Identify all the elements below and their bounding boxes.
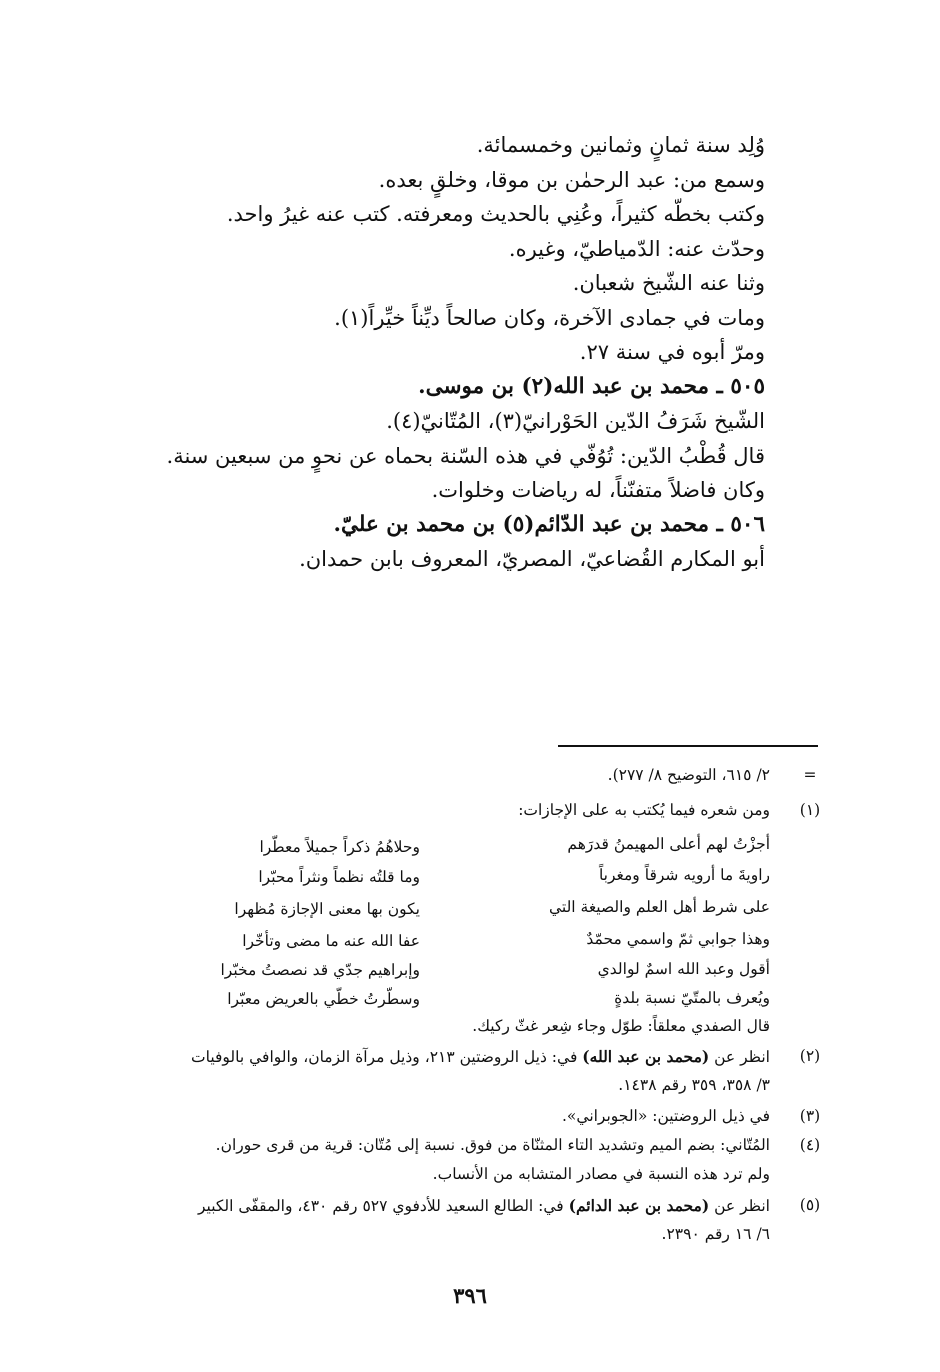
footnote-continuation-mark: = <box>803 766 817 784</box>
verse-hemistich: وإبراهيم جدّي قد نصصتُ مخبّرا <box>220 961 420 979</box>
verse-hemistich: وهذا جوابي ثمّ واسمي محمّدٌ <box>586 930 770 948</box>
verse-hemistich: أقول وعبد الله اسمٌ لوالدي <box>597 960 770 978</box>
footnote-text: في: الطالع السعيد للأدفوي ٥٢٧ رقم ٤٣٠، والمقفّى الكبير <box>197 1197 569 1215</box>
footnote-4-line-1: المُتّاني: بضم الميم وتشديد التاء المثنّاة من فوق. نسبة إلى مُتّان: قرية من قرى حوران. <box>215 1136 770 1154</box>
text-line: وثنا عنه الشّيخ شعبان. <box>572 271 765 295</box>
page-number: ٣٩٦ <box>453 1283 487 1308</box>
main-text <box>100 128 765 577</box>
footnote-5-line-2: ٦/ ١٦ رقم ٢٣٩٠. <box>661 1225 770 1243</box>
footnote-4-line-2: ولم ترد هذه النسبة في مصادر المتشابه من الأنساب. <box>432 1165 770 1183</box>
footnote-4-mark: (٤) <box>799 1136 821 1154</box>
footnote-bold-name: (محمد بن عبد الله) <box>582 1047 710 1066</box>
footnote-3-text: في ذيل الروضتين: «الجوبراني». <box>561 1107 770 1125</box>
footnote-continuation: ٢/ ٦١٥، التوضيح ٨/ ٢٧٧). <box>607 766 770 784</box>
verse-hemistich: راويةَ ما أرويه شرقاً ومغرباً <box>598 866 770 884</box>
footnote-text: انظر عن <box>709 1197 770 1215</box>
verse-hemistich: وما قلتُه نظماً ونثراً محبّرا <box>258 868 420 886</box>
text-line: ومات في جمادى الآخرة، وكان صالحاً ديِّناً خيِّراً(١). <box>334 305 765 330</box>
text-line: وُلِد سنة ثمانٍ وثمانين وخمسمائة. <box>476 133 765 157</box>
entry-heading-506: ٥٠٦ ـ محمد بن عبد الدّائم(٥) بن محمد بن عليّ. <box>333 511 765 537</box>
footnote-2-line-1 <box>191 1044 770 1070</box>
footnote-1-mark: (١) <box>799 801 821 819</box>
footnote-5-mark: (٥) <box>799 1196 821 1214</box>
text-line: قال قُطْبُ الدّين: تُوُفّي في هذه السّنة بحماه عن نحوٍ من سبعين سنة. <box>166 443 765 468</box>
verse-hemistich: يكون بها معنى الإجازة مُظهرا <box>234 900 420 918</box>
verse-hemistich: عفا الله عنه ما مضى وتأخّرا <box>242 932 420 950</box>
text-line: وكان فاضلاً متفنّناً، له رياضات وخلوات. <box>431 478 765 502</box>
footnote-5-line-1 <box>198 1193 770 1219</box>
footnote-3-mark: (٣) <box>799 1107 821 1125</box>
verse-hemistich: على شرط أهل العلم والصيغة التي <box>548 898 770 916</box>
text-line: الشّيخ شَرَفُ الدّين الحَوْرانيّ(٣)، المُتّانيّ(٤). <box>386 409 765 433</box>
verse-hemistich: أجزْتُ لهم أعلى المهيمنُ قدرَهم <box>567 835 770 853</box>
text-line: ومرّ أبوه في سنة ٢٧. <box>579 340 765 364</box>
verse-hemistich: وسطّرتُ خطّي بالعريض معبّرا <box>227 990 420 1008</box>
footnote-bold-name: (محمد بن عبد الدائم) <box>568 1196 710 1215</box>
footnote-2-line-2: ٣/ ٣٥٨، ٣٥٩ رقم ١٤٣٨. <box>618 1076 770 1094</box>
text-line: أبو المكارم القُضاعيّ، المصريّ، المعروف بابن حمدان. <box>299 547 765 571</box>
verse-hemistich: وحلاهُمُ ذكراً جميلاً معطّرا <box>259 838 420 856</box>
footnote-1-tail: قال الصفدي معلقاً: طوّل وجاء شِعر غثّ ركيك. <box>472 1017 770 1035</box>
entry-heading-505: ٥٠٥ ـ محمد بن عبد الله(٢) بن موسى. <box>418 373 765 399</box>
footnote-2-mark: (٢) <box>799 1047 821 1065</box>
footnote-1-intro: ومن شعره فيما يُكتب به على الإجازات: <box>518 801 770 819</box>
footnote-text: انظر عن <box>709 1048 770 1066</box>
text-line: وكتب بخطّه كثيراً، وعُنِي بالحديث ومعرفته. كتب عنه غيرُ واحد. <box>226 202 765 226</box>
footnote-divider <box>558 745 818 747</box>
verse-hemistich: ويُعرف بالمتّيّ نسبة بلدةٍ <box>614 989 770 1007</box>
text-line: وحدّث عنه: الدّمياطيّ، وغيره. <box>508 236 765 261</box>
text-line: وسمع من: عبد الرحمٰن بن موقا، وخلقٍ بعده. <box>378 167 765 192</box>
footnote-text: في: ذيل الروضتين ٢١٣، وذيل مرآة الزمان، والوافي بالوفيات <box>191 1048 583 1066</box>
